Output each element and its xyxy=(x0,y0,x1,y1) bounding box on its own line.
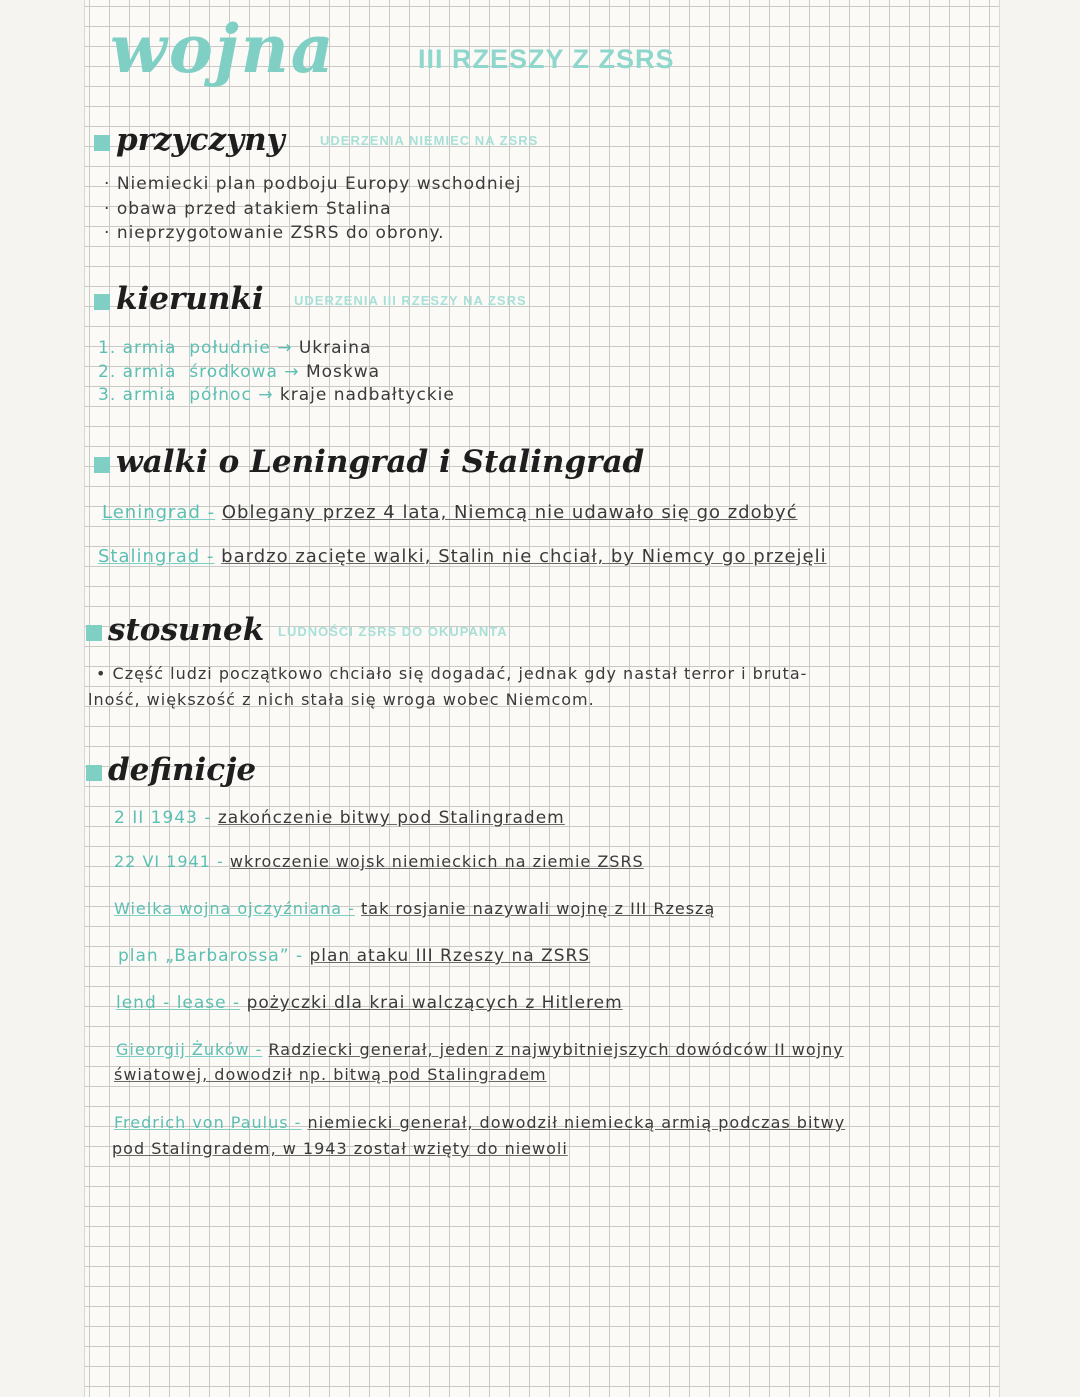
title-script: wojna xyxy=(110,10,336,88)
definition-continuation xyxy=(114,1065,547,1084)
section-subheading: LUDNOŚCI ZSRS DO OKUPANTA xyxy=(278,624,508,639)
section-heading: przyczyny xyxy=(116,122,285,158)
square-bullet-icon xyxy=(86,765,102,781)
definition-row xyxy=(114,899,715,918)
term: Leningrad - xyxy=(102,502,216,523)
square-bullet-icon xyxy=(94,135,110,151)
term: Wielka wojna ojczyźniana - xyxy=(114,899,355,918)
term-description: Oblegany przez 4 lata, Niemcą nie udawało się go zdobyć xyxy=(221,502,798,523)
army-direction: środkowa → xyxy=(189,362,300,382)
section-przyczyny-header xyxy=(94,122,285,158)
list-item-text: Niemiecki plan podboju Europy wschodniej xyxy=(116,174,522,194)
section-stosunek-header xyxy=(86,612,264,648)
definition-continuation xyxy=(112,1139,568,1158)
paragraph-line: • Część ludzi początkowo chciało się dogadać, jednak gdy nastał terror i bruta- xyxy=(96,664,808,683)
list-item: · Niemiecki plan podboju Europy wschodniej xyxy=(104,174,522,194)
square-bullet-icon xyxy=(94,294,110,310)
term: 2 II 1943 - xyxy=(114,808,212,828)
definition-row xyxy=(114,808,565,828)
section-kierunki-header xyxy=(94,281,264,317)
army-direction: południe → xyxy=(189,338,293,358)
section-subheading: UDERZENIA III RZESZY NA ZSRS xyxy=(294,293,527,308)
list-item xyxy=(98,385,455,405)
definition-row xyxy=(118,946,590,966)
term-description: plan ataku III Rzeszy na ZSRS xyxy=(309,946,591,966)
term-description: zakończenie bitwy pod Stalingradem xyxy=(217,808,565,828)
list-item xyxy=(98,338,371,358)
army-destination: Ukraina xyxy=(298,338,372,358)
section-walki-header xyxy=(94,444,644,480)
definition-row xyxy=(114,852,644,871)
section-definicje-header xyxy=(86,752,256,788)
term-description: pod Stalingradem, w 1943 został wzięty do niewoli xyxy=(112,1139,568,1158)
list-item-text: obawa przed atakiem Stalina xyxy=(116,199,392,219)
square-bullet-icon xyxy=(86,625,102,641)
term: Stalingrad - xyxy=(98,546,215,567)
term-description: światowej, dowodził np. bitwą pod Stalingradem xyxy=(114,1065,547,1084)
term-description: wkroczenie wojsk niemieckich na ziemie ZSRS xyxy=(229,852,644,871)
paragraph-line: lność, większość z nich stała się wroga wobec Niemcom. xyxy=(88,690,595,709)
section-heading: walki o Leningrad i Stalingrad xyxy=(116,444,645,480)
section-heading: kierunki xyxy=(116,281,264,317)
section-heading: stosunek xyxy=(108,612,265,648)
term-description: tak rosjanie nazywali wojnę z III Rzeszą xyxy=(361,899,716,918)
army-number: 1. armia xyxy=(98,338,177,358)
list-item-text: nieprzygotowanie ZSRS do obrony. xyxy=(116,223,445,243)
term: plan „Barbarossa” - xyxy=(118,946,304,966)
square-bullet-icon xyxy=(94,457,110,473)
list-item: · obawa przed atakiem Stalina xyxy=(104,199,392,219)
term-description: Radziecki generał, jeden z najwybitniejszych dowódców II wojny xyxy=(268,1040,844,1059)
term: Fredrich von Paulus - xyxy=(114,1113,302,1132)
list-item xyxy=(98,362,380,382)
army-number: 2. armia xyxy=(98,362,177,382)
army-number: 3. armia xyxy=(98,385,177,405)
section-subheading: UDERZENIA NIEMIEC NA ZSRS xyxy=(320,133,539,148)
army-destination: kraje nadbałtyckie xyxy=(279,385,455,405)
army-direction: północ → xyxy=(189,385,274,405)
term-description: pożyczki dla krai walczących z Hitlerem xyxy=(246,993,623,1013)
term: 22 VI 1941 - xyxy=(114,852,224,871)
term-description: bardzo zacięte walki, Stalin nie chciał, by Niemcy go przejęli xyxy=(221,546,827,567)
list-item xyxy=(98,546,827,567)
term: lend - lease - xyxy=(116,993,241,1013)
term-description: niemiecki generał, dowodził niemiecką armią podczas bitwy xyxy=(307,1113,846,1132)
section-heading: definicje xyxy=(108,752,257,788)
list-item xyxy=(102,502,798,523)
definition-row xyxy=(116,993,623,1013)
term: Gieorgij Żuków - xyxy=(116,1040,263,1059)
definition-row xyxy=(116,1040,844,1059)
list-item: · nieprzygotowanie ZSRS do obrony. xyxy=(104,223,445,243)
army-destination: Moskwa xyxy=(305,362,381,382)
title-subtitle: III RZESZY Z ZSRS xyxy=(418,44,675,74)
definition-row xyxy=(114,1113,845,1132)
